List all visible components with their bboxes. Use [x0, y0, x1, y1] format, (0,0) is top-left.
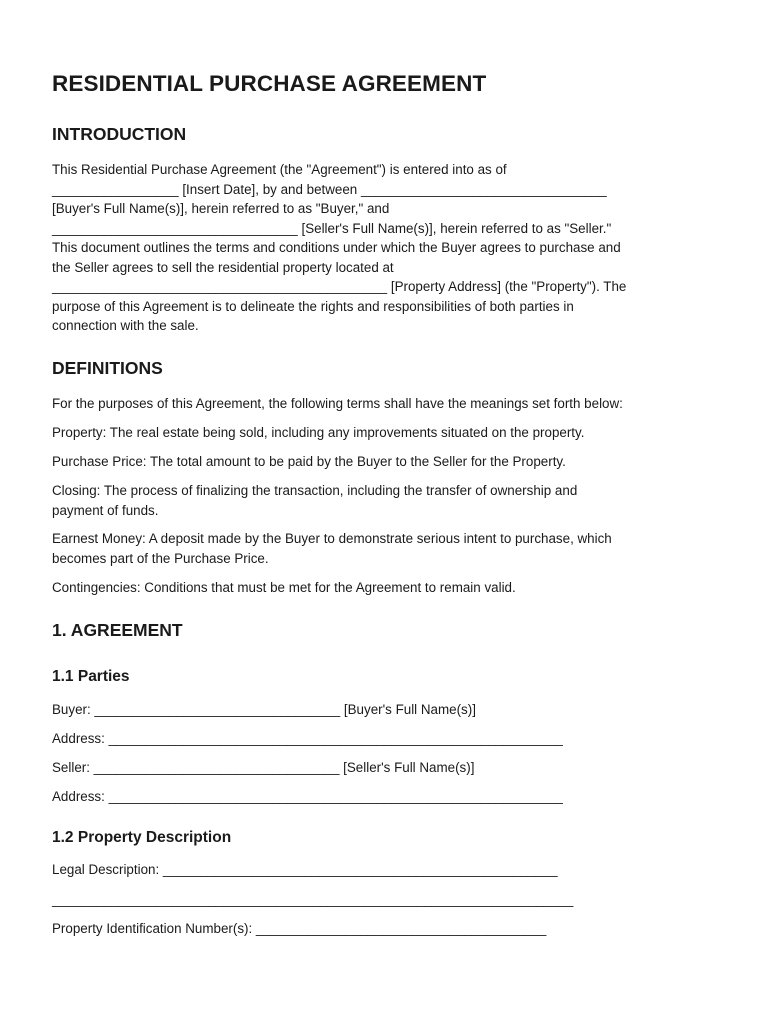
property-description-heading: 1.2 Property Description [52, 829, 232, 846]
intro-line: This Residential Purchase Agreement (the "Agreement") is entered into as of [52, 162, 507, 177]
buyer-address-field: Address: _____________________________________________________________ [52, 731, 563, 746]
definitions-intro: For the purposes of this Agreement, the following terms shall have the meanings set forth below: [52, 396, 623, 411]
intro-line: _________________________________ [Seller's Full Name(s)], herein referred to as "Seller." [52, 220, 612, 236]
definition-contingencies: Contingencies: Conditions that must be met for the Agreement to remain valid. [52, 580, 516, 595]
intro-line: purpose of this Agreement is to delineate the rights and responsibilities of both parties in [52, 298, 574, 314]
definition-closing-line: payment of funds. [52, 502, 159, 518]
definition-earnest-line: becomes part of the Purchase Price. [52, 550, 269, 566]
buyer-name-field: Buyer: _________________________________ [Buyer's Full Name(s)] [52, 702, 476, 717]
introduction-heading: INTRODUCTION [52, 124, 187, 144]
definitions-heading: DEFINITIONS [52, 358, 163, 378]
intro-line: _____________________________________________ [Property Address] (the "Property"). The [52, 279, 627, 294]
definition-earnest-money [52, 529, 722, 568]
definition-earnest-line: Earnest Money: A deposit made by the Buyer to demonstrate serious intent to purchase, which [52, 531, 612, 546]
intro-line: _________________ [Insert Date], by and between _________________________________ [52, 181, 607, 197]
definition-purchase-price: Purchase Price: The total amount to be paid by the Buyer to the Seller for the Property. [52, 454, 566, 469]
parties-heading: 1.1 Parties [52, 668, 130, 685]
intro-line: connection with the sale. [52, 318, 199, 333]
definition-property: Property: The real estate being sold, including any improvements situated on the property. [52, 425, 585, 440]
legal-description-field: Legal Description: _____________________________________________________ [52, 862, 558, 877]
seller-address-field: Address: _____________________________________________________________ [52, 789, 563, 804]
intro-line: the Seller agrees to sell the residential property located at [52, 259, 394, 275]
legal-description-continuation: ______________________________________________________________________ [52, 892, 574, 907]
intro-line: [Buyer's Full Name(s)], herein referred to as "Buyer," and [52, 201, 390, 216]
definition-closing [52, 481, 722, 520]
seller-name-field: Seller: _________________________________ [Seller's Full Name(s)] [52, 760, 475, 775]
intro-line: This document outlines the terms and conditions under which the Buyer agrees to purchase and [52, 240, 621, 255]
introduction-paragraph [52, 160, 722, 336]
definition-closing-line: Closing: The process of finalizing the transaction, including the transfer of ownership and [52, 483, 578, 498]
agreement-heading: 1. AGREEMENT [52, 620, 183, 640]
document-title: RESIDENTIAL PURCHASE AGREEMENT [52, 71, 487, 96]
property-id-field: Property Identification Number(s): _______________________________________ [52, 921, 547, 936]
